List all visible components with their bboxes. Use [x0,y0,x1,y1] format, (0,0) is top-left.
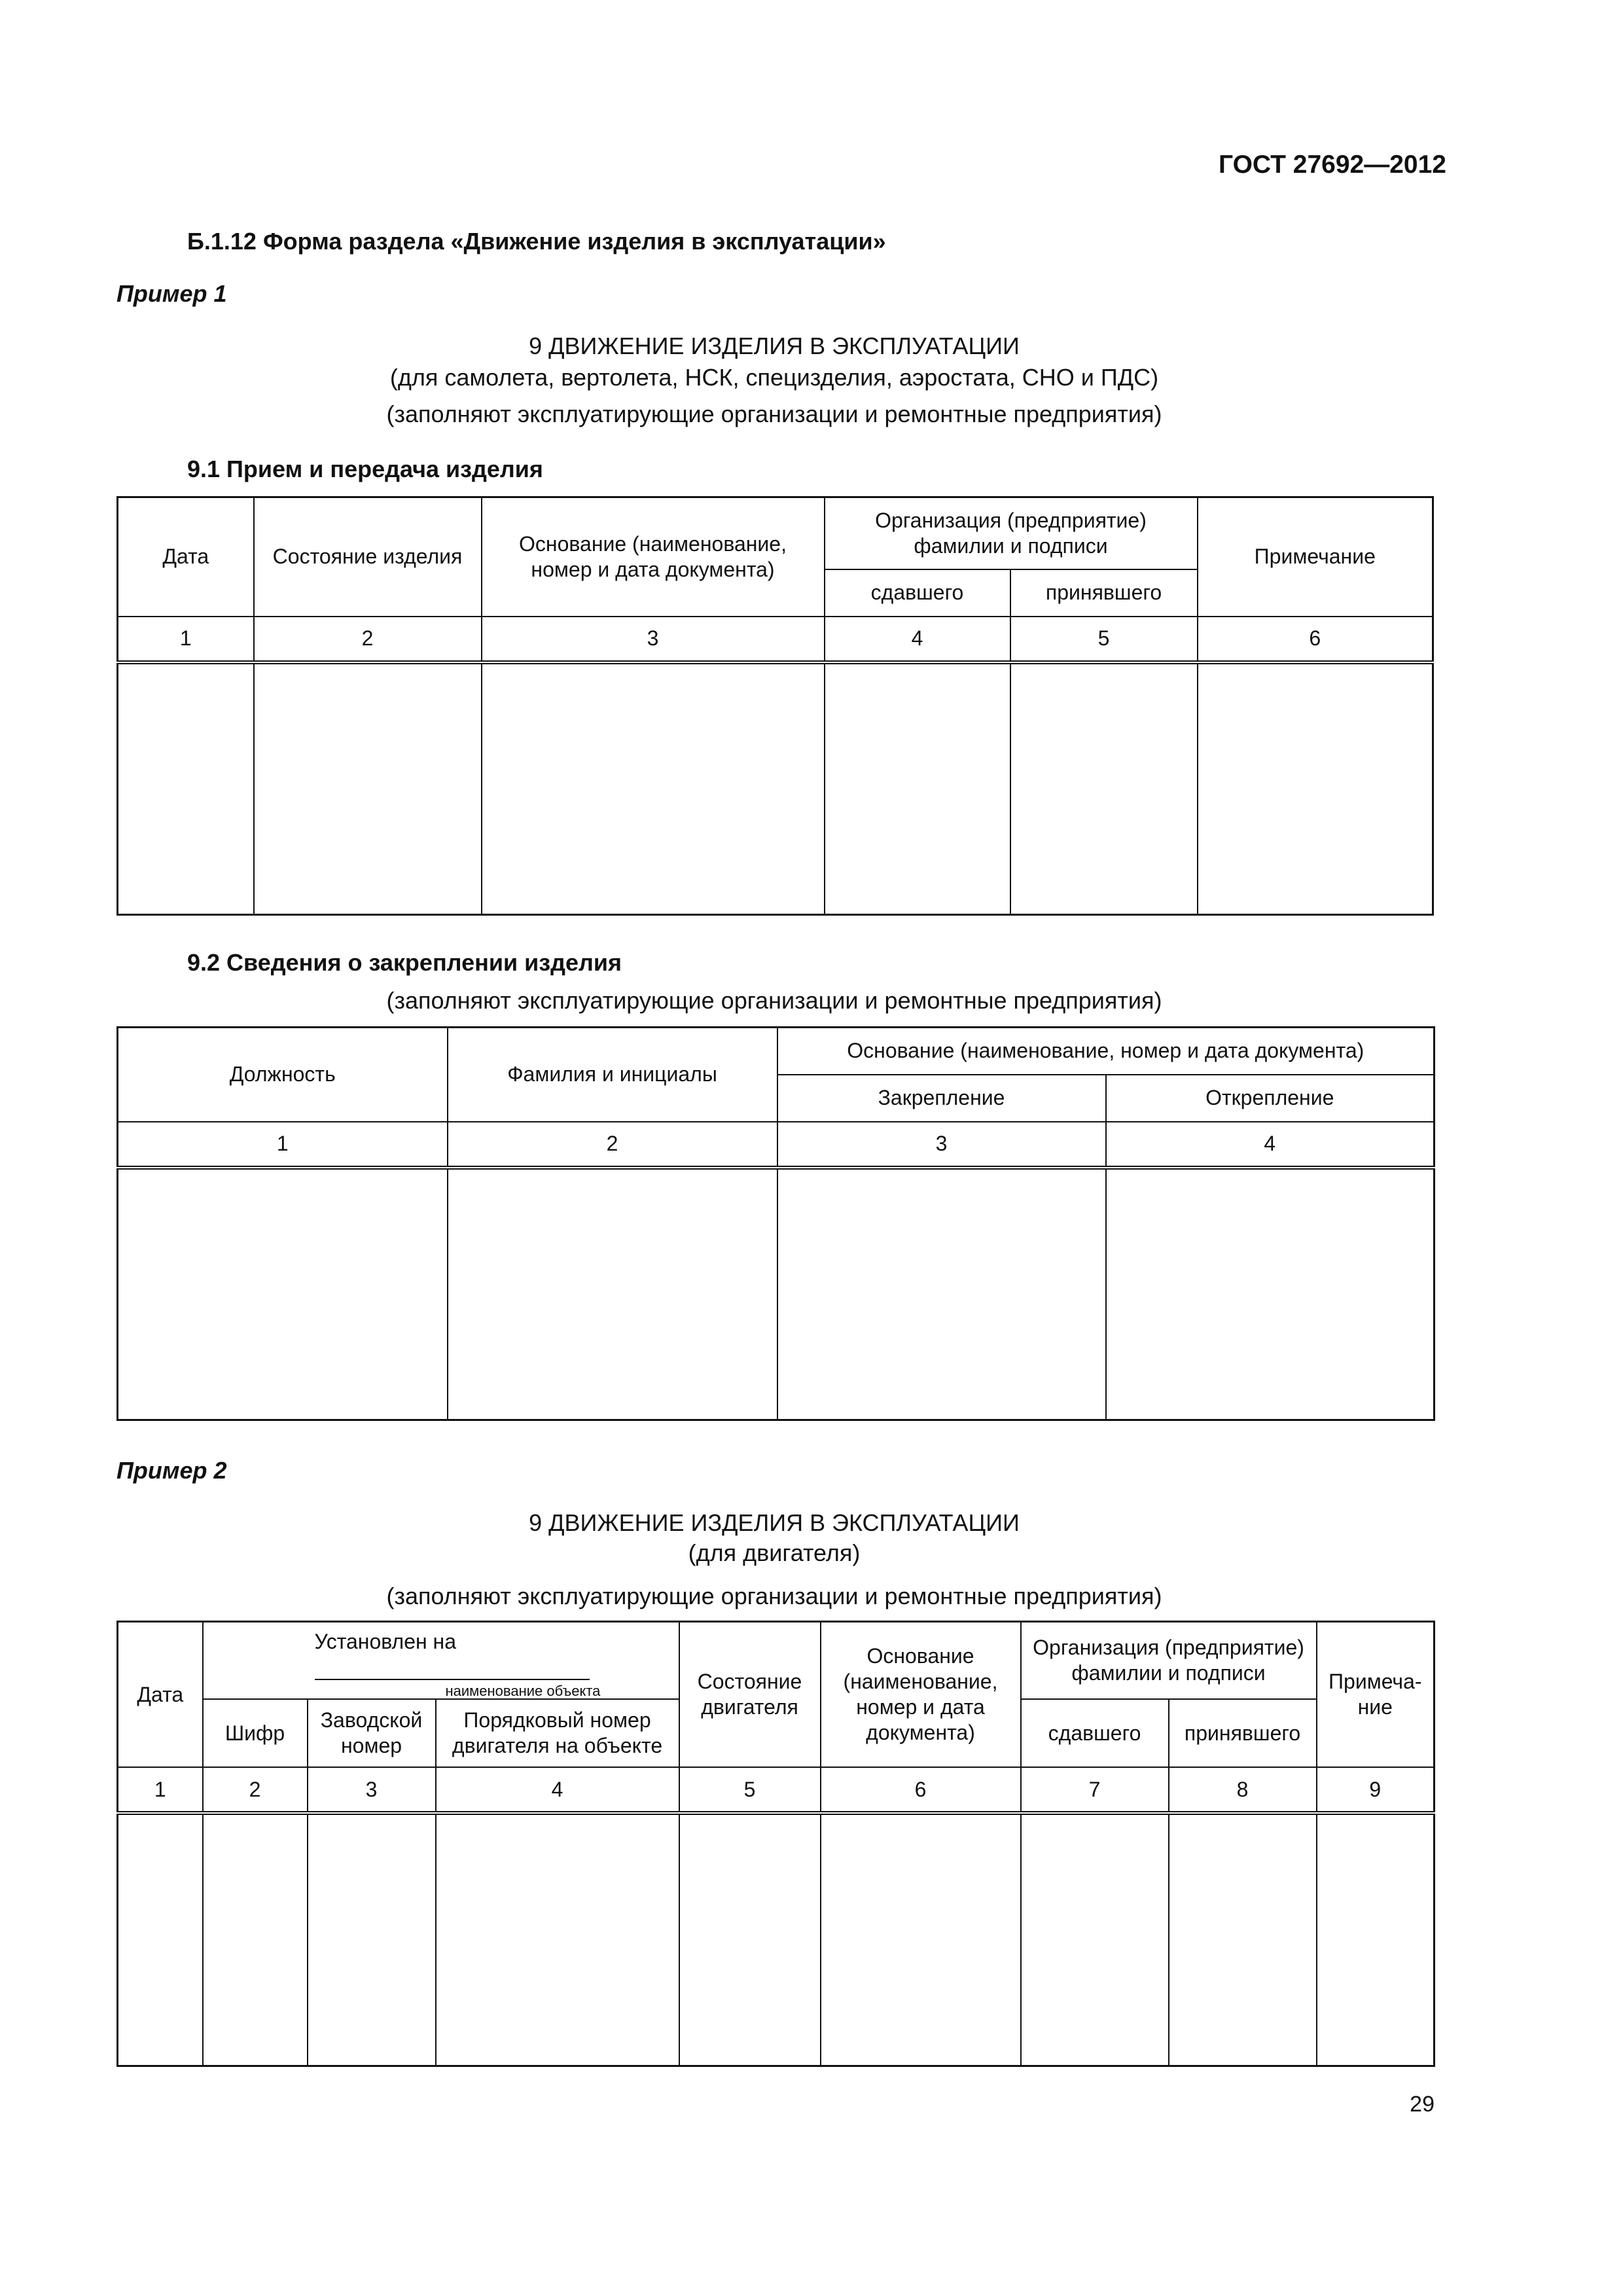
installed-hint: наименование объекта [445,1683,601,1700]
col-basis: Основание (наименование, номер и дата документа) [482,497,825,617]
example-2-title: 9 ДВИЖЕНИЕ ИЗДЕЛИЯ В ЭКСПЛУАТАЦИИ [529,1509,1020,1536]
entry-cell[interactable] [1021,1813,1169,2066]
col-took: принявшего [1010,569,1198,617]
entry-cell[interactable] [203,1813,308,2066]
col-date: Дата [118,1622,203,1768]
col-number: 1 [118,1122,448,1168]
col-number: 2 [254,617,482,662]
col-note: Примеча-ние [1317,1622,1435,1768]
col-number: 3 [308,1767,436,1813]
entry-cell[interactable] [118,1168,448,1420]
col-number: 3 [482,617,825,662]
entry-cell[interactable] [254,662,482,915]
section-title: Б.1.12 Форма раздела «Движение изделия в эксплуатации» [187,228,886,255]
entry-cell[interactable] [118,1813,203,2066]
entry-cell[interactable] [448,1168,777,1420]
assignment-table [116,1026,1435,1421]
col-state: Состояние изделия [254,497,482,617]
col-date: Дата [118,497,254,617]
col-basis: Основание (наименование, номер и дата документа) [777,1028,1435,1075]
col-position: Должность [118,1028,448,1122]
entry-cell[interactable] [482,662,825,915]
entry-cell[interactable] [1106,1168,1435,1420]
example-1-label: Пример 1 [116,280,227,307]
entry-cell[interactable] [436,1813,679,2066]
object-name-field[interactable] [315,1659,590,1680]
entry-cell[interactable] [821,1813,1021,2066]
entry-cell[interactable] [1169,1813,1317,2066]
standard-number: ГОСТ 27692—2012 [1219,151,1446,179]
col-number: 6 [1198,617,1433,662]
col-name: Фамилия и инициалы [448,1028,777,1122]
table-2-note: (заполняют эксплуатирующие организации и ремонтные предприятия) [386,987,1162,1014]
col-note: Примечание [1198,497,1433,617]
entry-cell[interactable] [679,1813,821,2066]
col-number: 4 [825,617,1010,662]
example-1-note: (заполняют эксплуатирующие организации и ремонтные предприятия) [386,401,1162,427]
col-number: 7 [1021,1767,1169,1813]
col-gave: сдавшего [1021,1699,1169,1767]
col-org: Организация (предприятие) фамилии и подписи [825,497,1198,569]
engine-table [116,1621,1435,2067]
entry-cell[interactable] [308,1813,436,2066]
col-code: Шифр [203,1699,308,1767]
col-org: Организация (предприятие) фамилии и подписи [1021,1622,1317,1700]
col-number: 1 [118,617,254,662]
col-took: принявшего [1169,1699,1317,1767]
example-1-subtitle: (для самолета, вертолета, НСК, специзделия, аэростата, СНО и ПДС) [389,364,1159,391]
entry-cell[interactable] [777,1168,1106,1420]
example-1-title: 9 ДВИЖЕНИЕ ИЗДЕЛИЯ В ЭКСПЛУАТАЦИИ [529,332,1020,359]
entry-cell[interactable] [1317,1813,1435,2066]
entry-cell[interactable] [1010,662,1198,915]
page-number: 29 [1410,2092,1435,2117]
col-number: 3 [777,1122,1106,1168]
col-basis: Основание (наименование, номер и дата документа) [821,1622,1021,1768]
col-number: 4 [1106,1122,1435,1168]
col-number: 5 [679,1767,821,1813]
col-installed [203,1622,679,1700]
example-2-subtitle: (для двигателя) [688,1539,861,1566]
col-unassign: Открепление [1106,1075,1435,1122]
col-state: Состояние двигателя [679,1622,821,1768]
col-assign: Закрепление [777,1075,1106,1122]
transfer-table [116,496,1434,916]
table-1-heading: 9.1 Прием и передача изделия [187,456,543,482]
entry-cell[interactable] [1198,662,1433,915]
col-number: 9 [1317,1767,1435,1813]
col-ordinal: Порядковый номер двигателя на объекте [436,1699,679,1767]
col-number: 1 [118,1767,203,1813]
example-2-label: Пример 2 [116,1457,227,1484]
col-gave: сдавшего [825,569,1010,617]
entry-cell[interactable] [118,662,254,915]
entry-cell[interactable] [825,662,1010,915]
installed-label: Установлен на [314,1630,457,1653]
col-number: 5 [1010,617,1198,662]
col-number: 4 [436,1767,679,1813]
col-number: 2 [448,1122,777,1168]
col-serial: Заводской номер [308,1699,436,1767]
table-2-heading: 9.2 Сведения о закреплении изделия [187,949,622,976]
example-2-note: (заполняют эксплуатирующие организации и ремонтные предприятия) [386,1583,1162,1609]
col-number: 6 [821,1767,1021,1813]
col-number: 8 [1169,1767,1317,1813]
col-number: 2 [203,1767,308,1813]
